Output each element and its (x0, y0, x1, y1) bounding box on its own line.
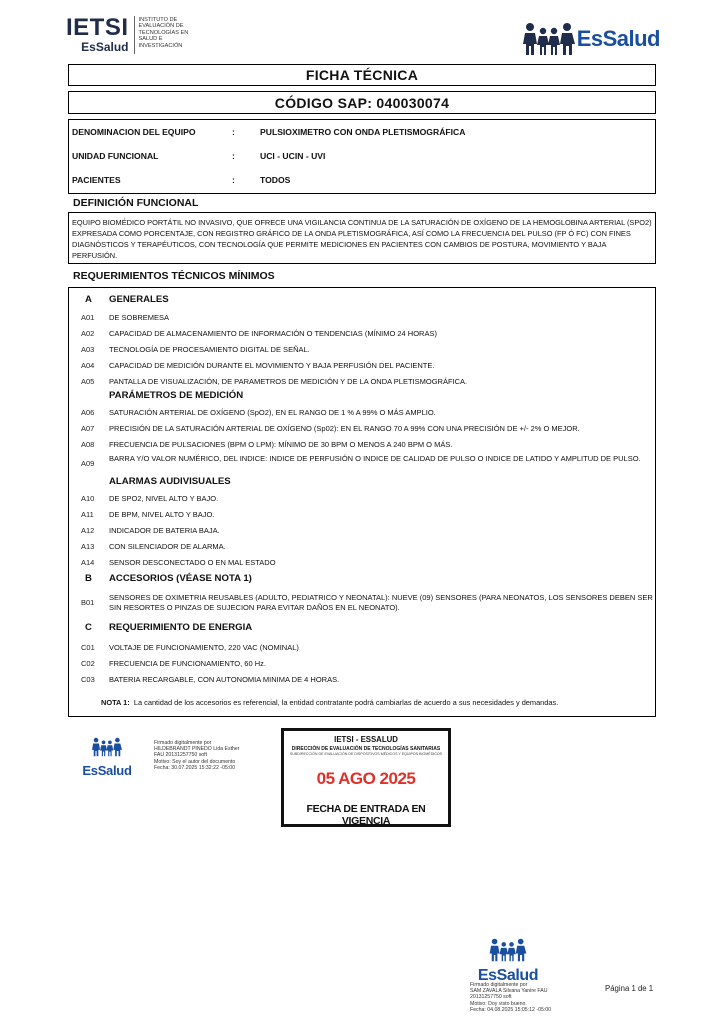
signature-details: Firmado digitalmente por HILDEBRANDT PINEDO Lida Esther FAU 20131257750 soft Motivo: Soy el autor del documento Fecha: 30.07.2025 15:32:22 -05:00 (154, 740, 240, 771)
item-text: PRECISIÓN DE LA SATURACIÓN ARTERIAL DE OXÍGENO (Sp02): EN EL RANGO 70 A 99% CON UNA PRECISIÓN DE +/- 2% O MEJOR. (109, 424, 580, 433)
item-code: A06 (81, 408, 95, 417)
item-code: A08 (81, 440, 95, 449)
item-text: PANTALLA DE VISUALIZACIÓN, DE PARAMETROS DE MEDICIÓN Y DE LA ONDA PLETISMOGRÁFICA. (109, 377, 468, 386)
note-text: La cantidad de los accesorios es referencial, la entidad contratante podrá cambiarlas de acuerdo a sus necesidades y demandas. (133, 698, 559, 707)
info-label: PACIENTES (72, 175, 121, 185)
item-code: A07 (81, 424, 95, 433)
sap-code: CÓDIGO SAP: 040030074 (274, 94, 450, 111)
stamp-label: FECHA DE ENTRADA EN VIGENCIA (306, 803, 426, 827)
definition-box (68, 212, 656, 264)
title-box (68, 64, 656, 86)
note-label: NOTA 1: (101, 698, 130, 707)
item-code: A11 (81, 510, 94, 519)
ietsi-logo-text: IETSI (66, 14, 129, 41)
item-code: C01 (81, 643, 95, 652)
item-text: DE BPM, NIVEL ALTO Y BAJO. (109, 510, 215, 519)
subsection-params-heading: PARÁMETROS DE MEDICIÓN (109, 390, 244, 401)
note-1 (101, 698, 558, 707)
ietsi-logo-subtext: EsSalud (81, 40, 129, 54)
item-text: FRECUENCIA DE FUNCIONAMIENTO, 60 Hz. (109, 659, 266, 668)
section-letter: B (85, 573, 92, 584)
section-title: REQUERIMIENTO DE ENERGIA (109, 622, 253, 633)
item-code: C02 (81, 659, 95, 668)
item-text: DE SPO2, NIVEL ALTO Y BAJO. (109, 494, 219, 503)
requirements-heading: REQUERIMIENTOS TÉCNICOS MÍNIMOS (73, 270, 275, 282)
stamp-direccion: DIRECCIÓN DE EVALUACIÓN DE TECNOLOGÍAS SANITARIAS (291, 746, 441, 752)
item-code: A10 (81, 494, 95, 503)
page-header (0, 0, 724, 64)
info-row-equipment (72, 127, 465, 137)
item-text: DE SOBREMESA (109, 313, 170, 322)
section-letter: C (85, 622, 92, 633)
item-text: SENSOR DESCONECTADO O EN MAL ESTADO (109, 558, 276, 567)
info-value: TODOS (260, 175, 291, 185)
item-text: TECNOLOGÍA DE PROCESAMIENTO DIGITAL DE SEÑAL. (109, 345, 310, 354)
section-title: GENERALES (109, 294, 169, 305)
item-code: B01 (81, 598, 95, 607)
item-text: FRECUENCIA DE PULSACIONES (BPM O LPM): MÍNIMO DE 30 BPM O MENOS A 240 BPM O MÁS. (109, 440, 453, 449)
stamp-date: 05 AGO 2025 (316, 769, 416, 788)
validity-stamp (281, 728, 451, 827)
essalud-logo-text: EsSalud (82, 763, 132, 778)
essalud-logo (523, 22, 660, 56)
info-colon: : (232, 151, 235, 161)
document-title: FICHA TÉCNICA (305, 67, 419, 83)
item-code: A04 (81, 361, 95, 370)
essalud-small-logo (80, 737, 134, 777)
logo-divider (134, 16, 135, 54)
stamp-org: IETSI - ESSALUD (334, 735, 398, 744)
info-label: DENOMINACION DEL EQUIPO (72, 127, 196, 137)
item-code: A03 (81, 345, 95, 354)
item-code: A05 (81, 377, 95, 386)
item-code: A09 (81, 459, 95, 468)
family-icon (489, 938, 527, 967)
section-letter: A (85, 294, 92, 305)
item-text: INDICADOR DE BATERIA BAJA. (109, 526, 220, 535)
essalud-small-logo (473, 938, 543, 985)
stamp-subdireccion: SUBDIRECCIÓN DE EVALUACIÓN DE DISPOSITIVOS MÉDICOS Y EQUIPOS BIOMÉDICOS (289, 752, 443, 756)
page-number: Página 1 de 1 (605, 984, 654, 993)
signature-details: Firmado digitalmente por SAM ZAVALA Silvana Yanire FAU 20131257750 soft Motivo: Doy visto bueno. Fecha: 04.08.2025 15:05:12 -05:00 (470, 982, 552, 1013)
item-code: A13 (81, 542, 95, 551)
ietsi-institute-name: INSTITUTO DE EVALUACIÓN DE TECNOLOGÍAS EN SALUD E INVESTIGACIÓN (138, 17, 189, 49)
item-code: A12 (81, 526, 95, 535)
item-text: SENSORES DE OXIMETRIA REUSABLES (ADULTO, PEDIATRICO Y NEONATAL): NUEVE (09) SENSORES (PARA NEONATOS, LOS SENSORES DEBEN SER SIN RESORTES O PINZAS DE SUJECION PARA EVITAR DAÑOS EN EL NEONATO). (109, 593, 653, 612)
item-code: A02 (81, 329, 95, 338)
item-text: BARRA Y/O VALOR NUMÉRICO, DEL INDICE: INDICE DE PERFUSIÓN O INDICE DE CALIDAD DE PULSO O INDICE DE LATIDO Y AMPLITUD DE PULSO. (109, 454, 641, 463)
definition-heading: DEFINICIÓN FUNCIONAL (73, 197, 199, 209)
digital-signature-2 (469, 938, 589, 1018)
item-text: CAPACIDAD DE ALMACENAMIENTO DE INFORMACIÓN O TENDENCIAS (MÍNIMO 24 HORAS) (109, 329, 437, 338)
info-row-unit (72, 151, 325, 161)
code-box (68, 91, 656, 114)
item-text: CON SILENCIADOR DE ALARMA. (109, 542, 226, 551)
info-row-patients (72, 175, 290, 185)
requirements-box (68, 287, 656, 717)
item-text: BATERIA RECARGABLE, CON AUTONOMIA MINIMA DE 4 HORAS. (109, 675, 340, 684)
ietsi-logo (66, 16, 195, 54)
digital-signature-1 (80, 737, 270, 777)
family-icon (92, 737, 122, 762)
item-code: C03 (81, 675, 95, 684)
item-text: VOLTAJE DE FUNCIONAMIENTO, 220 VAC (NOMINAL) (109, 643, 299, 652)
item-code: A14 (81, 558, 95, 567)
item-text: CAPACIDAD DE MEDICIÓN DURANTE EL MOVIMIENTO Y BAJA PERFUSIÓN DEL PACIENTE. (109, 361, 435, 370)
family-icon (523, 22, 575, 56)
info-colon: : (232, 175, 235, 185)
info-value: PULSIOXIMETRO CON ONDA PLETISMOGRÁFICA (260, 127, 466, 137)
equipment-info-box (68, 119, 656, 194)
info-label: UNIDAD FUNCIONAL (72, 151, 159, 161)
info-colon: : (232, 127, 235, 137)
section-title: ACCESORIOS (VÉASE NOTA 1) (109, 573, 252, 584)
essalud-logo-text: EsSalud (477, 967, 539, 984)
item-text: SATURACIÓN ARTERIAL DE OXÍGENO (SpO2), EN EL RANGO DE 1 % A 99% O MÁS AMPLIO. (109, 408, 436, 417)
essalud-logo-text: EsSalud (576, 26, 660, 51)
definition-text: EQUIPO BIOMÉDICO PORTÁTIL NO INVASIVO, QUE OFRECE UNA VIGILANCIA CONTINUA DE LA SATURACIÓN DE OXÍGENO DE LA HEMOGLOBINA ARTERIAL (SPO2) EXPRESADA COMO PORCENTAJE, CON REGISTRO GRÁFICO DE LA ONDA PLETISMOGRÁFICA, ASÍ COMO LA FRECUENCIA DEL PULSO (FP Ó FC) CON FINES DIAGNÓSTICOS Y TERAPÉUTICOS, CON TECNOLOGÍA QUE PERMITE MEDICIONES EN PACIENTES CON CAMBIOS DE POSTURA, MOVIMIENTO Y BAJA PERFUSIÓN. (72, 218, 652, 260)
item-code: A01 (81, 313, 95, 322)
info-value: UCI - UCIN - UVI (260, 151, 326, 161)
subsection-alarms-heading: ALARMAS AUDIVISUALES (109, 476, 231, 487)
